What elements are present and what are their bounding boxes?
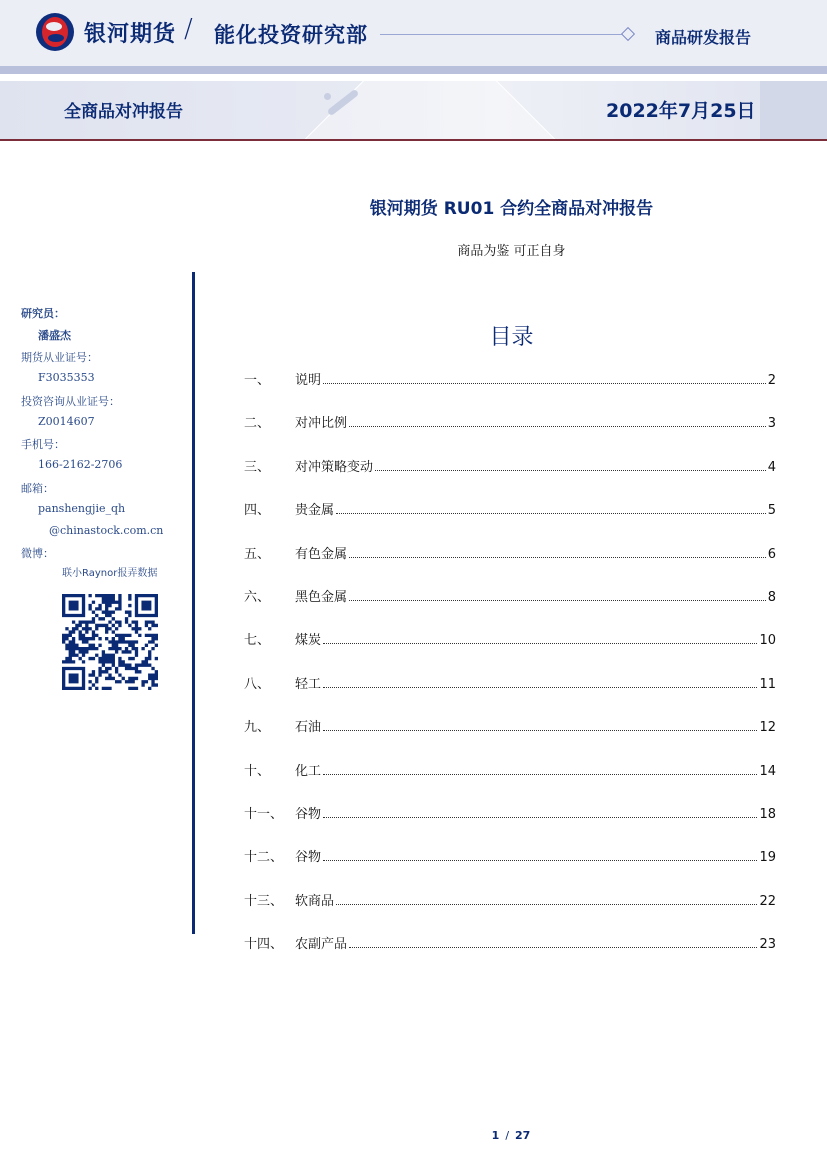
toc-entry-page: 10 xyxy=(759,633,776,649)
toc-dot-leader xyxy=(375,470,766,471)
page-number xyxy=(0,1129,827,1142)
toc-entry[interactable] xyxy=(244,455,776,475)
toc-entry-label: 化工 xyxy=(295,763,322,779)
toc-entry-label: 农副产品 xyxy=(295,937,348,953)
decorative-diamond xyxy=(303,81,558,139)
toc-entry[interactable] xyxy=(244,672,776,692)
researcher-name: 潘盛杰 xyxy=(38,329,71,342)
toc-dot-leader xyxy=(349,426,766,427)
toc-dot-leader xyxy=(349,947,757,948)
report-date: 2022年7月25日 xyxy=(606,100,756,122)
toc-entry-number: 十一、 xyxy=(244,807,284,822)
email-label: 邮箱： xyxy=(21,482,54,495)
toc-entry-number: 八、 xyxy=(244,676,271,692)
toc-entry-page: 23 xyxy=(759,937,776,953)
toc-dot-leader xyxy=(336,513,766,514)
toc-entry-number: 四、 xyxy=(244,503,271,519)
toc-entry-page: 3 xyxy=(767,416,776,432)
header-divider-line xyxy=(380,34,622,35)
toc-entry[interactable] xyxy=(244,498,776,518)
toc-entry[interactable] xyxy=(244,411,776,431)
sidebar-divider xyxy=(192,272,195,934)
toc-entry-number: 十四、 xyxy=(244,937,284,953)
toc-entry-number: 十、 xyxy=(244,763,271,779)
report-type: 商品研发报告 xyxy=(655,28,752,47)
toc-entry-page: 11 xyxy=(759,676,776,692)
toc-entry-page: 18 xyxy=(759,807,776,822)
toc-entry-number: 三、 xyxy=(244,459,271,475)
total-pages: 27 xyxy=(515,1129,531,1142)
toc-entry-number: 一、 xyxy=(244,373,271,388)
header-stripe xyxy=(0,66,827,74)
toc-entry-number: 九、 xyxy=(244,720,271,736)
page-separator: / xyxy=(505,1129,510,1142)
toc-entry[interactable] xyxy=(244,542,776,562)
current-page: 1 xyxy=(491,1129,500,1142)
toc-entry[interactable] xyxy=(244,759,776,779)
document-subtitle: 商品为鉴 可正自身 xyxy=(457,244,566,259)
futures-cert-label: 期货从业证号： xyxy=(21,351,98,364)
toc-entry-label: 黑色金属 xyxy=(295,590,348,605)
department-name: 能化投资研究部 xyxy=(214,23,368,47)
toc-entry-page: 12 xyxy=(759,720,776,736)
toc-dot-leader xyxy=(323,687,757,688)
toc-entry-page: 4 xyxy=(767,459,776,475)
toc-entry-number: 六、 xyxy=(244,590,271,605)
decorative-dot xyxy=(324,93,331,100)
toc-dot-leader xyxy=(349,600,766,601)
toc-entry[interactable] xyxy=(244,889,776,909)
email-domain[interactable]: @chinastock.com.cn xyxy=(49,524,164,537)
toc-entry-label: 对冲策略变动 xyxy=(295,459,374,475)
toc-entry-number: 七、 xyxy=(244,633,271,649)
toc-entry[interactable] xyxy=(244,845,776,865)
toc-entry[interactable] xyxy=(244,802,776,822)
toc-dot-leader xyxy=(323,730,757,731)
toc-entry-label: 谷物 xyxy=(295,807,322,822)
toc-entry[interactable] xyxy=(244,628,776,648)
toc-entry-label: 轻工 xyxy=(295,676,322,692)
toc-entry-page: 6 xyxy=(767,546,776,562)
toc-entry-label: 软商品 xyxy=(295,893,335,909)
toc-entry-label: 贵金属 xyxy=(295,503,335,519)
diamond-icon xyxy=(621,27,635,41)
toc-entry-number: 二、 xyxy=(244,416,271,432)
toc-entry-number: 十二、 xyxy=(244,850,284,866)
phone-number: 166-2162-2706 xyxy=(38,458,123,471)
galaxy-futures-logo-icon xyxy=(36,13,74,51)
email-user[interactable]: panshengjie_qh xyxy=(38,502,126,515)
brand-name: 银河期货 xyxy=(84,22,177,47)
toc-entry-number: 五、 xyxy=(244,546,271,562)
toc-entry[interactable] xyxy=(244,932,776,952)
toc-entry-page: 5 xyxy=(767,503,776,519)
qr-code-icon xyxy=(62,594,158,690)
futures-cert-number: F3035353 xyxy=(38,371,95,384)
toc-entry-page: 22 xyxy=(759,893,776,909)
toc-entry-page: 8 xyxy=(767,590,776,605)
researcher-label: 研究员： xyxy=(21,307,65,320)
invest-cert-number: Z0014607 xyxy=(38,415,95,428)
header-bottom-rule xyxy=(0,139,827,141)
toc-entry-label: 谷物 xyxy=(295,850,322,866)
toc-entry-label: 说明 xyxy=(295,373,322,388)
header-slash: / xyxy=(184,14,193,44)
toc-entry-page: 14 xyxy=(759,763,776,779)
weibo-label: 微博： xyxy=(21,547,54,560)
band-title: 全商品对冲报告 xyxy=(64,102,183,122)
toc-dot-leader xyxy=(323,383,766,384)
document-title: 银河期货 RU01 合约全商品对冲报告 xyxy=(369,199,654,219)
toc-heading: 目录 xyxy=(489,325,534,350)
toc-dot-leader xyxy=(323,774,757,775)
toc-dot-leader xyxy=(336,904,757,905)
toc-entry-label: 有色金属 xyxy=(295,546,348,562)
toc-entry-label: 对冲比例 xyxy=(295,416,348,432)
toc-entry-page: 2 xyxy=(767,373,776,388)
toc-entry[interactable] xyxy=(244,715,776,735)
phone-label: 手机号： xyxy=(21,438,65,451)
toc-entry-number: 十三、 xyxy=(244,893,284,909)
decorative-block xyxy=(760,81,827,139)
report-header xyxy=(0,0,827,66)
toc-entry-label: 煤炭 xyxy=(295,633,322,649)
toc-dot-leader xyxy=(349,557,766,558)
toc-entry[interactable] xyxy=(244,585,776,605)
weibo-handle: 联小Raynor报弄数据 xyxy=(62,568,158,579)
toc-entry[interactable] xyxy=(244,368,776,388)
toc-entry-page: 19 xyxy=(759,850,776,866)
toc-dot-leader xyxy=(323,860,757,861)
toc-entry-label: 石油 xyxy=(295,720,322,736)
toc-dot-leader xyxy=(323,643,757,644)
invest-cert-label: 投资咨询从业证号： xyxy=(21,395,120,408)
toc-dot-leader xyxy=(323,817,757,818)
